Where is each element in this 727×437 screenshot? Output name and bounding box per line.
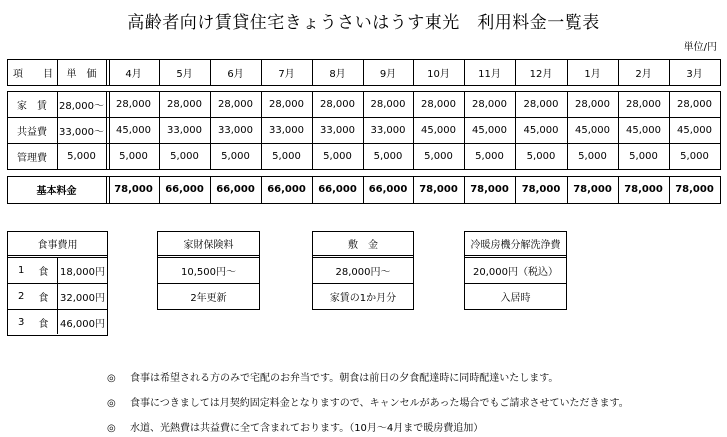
total-value: 66,000 bbox=[368, 184, 408, 195]
deposit-price: 28,000円～ bbox=[335, 267, 391, 278]
row-value: 5,000 bbox=[373, 150, 403, 162]
header-month: 10月 bbox=[427, 68, 450, 80]
header-month: 12月 bbox=[529, 68, 553, 80]
row-value: 28,000 bbox=[116, 98, 151, 110]
row-value: 5,000 bbox=[629, 150, 658, 162]
total-value: 78,000 bbox=[470, 184, 509, 195]
header-month: 5月 bbox=[176, 68, 193, 80]
row-value: 28,000 bbox=[167, 98, 202, 110]
unit-label: 単位/円 bbox=[683, 42, 717, 53]
row-value: 5,000 bbox=[119, 150, 148, 162]
note-item bbox=[107, 369, 558, 384]
row-value: 28,000 bbox=[523, 98, 559, 110]
table-rule bbox=[720, 176, 721, 203]
header-unit-price: 単 価 bbox=[66, 68, 97, 80]
header-month: 2月 bbox=[635, 68, 652, 80]
total-value: 66,000 bbox=[267, 184, 306, 195]
row-value: 28,000 bbox=[626, 98, 661, 110]
row-value: 5,000 bbox=[424, 150, 453, 162]
row-value: 45,000 bbox=[116, 124, 151, 136]
total-value: 78,000 bbox=[675, 184, 714, 195]
header-month: 1月 bbox=[584, 68, 601, 80]
meal-row bbox=[8, 283, 107, 309]
meal-price: 32,000円 bbox=[60, 293, 105, 304]
header-month: 4月 bbox=[125, 68, 142, 80]
row-label: 家 賃 bbox=[17, 100, 47, 112]
meal-count: 2 bbox=[18, 291, 25, 302]
meal-unit: 食 bbox=[38, 318, 49, 330]
row-label: 管理費 bbox=[17, 152, 47, 164]
row-value: 28,000 bbox=[421, 98, 456, 110]
row-value: 45,000 bbox=[626, 124, 661, 136]
row-value: 5,000 bbox=[323, 150, 352, 162]
header-month: 7月 bbox=[278, 68, 295, 80]
note-text: 水道、光熱費は共益費に全て含まれております。（10月～4月まで暖房費追加） bbox=[130, 423, 484, 434]
row-value: 28,000 bbox=[575, 98, 610, 110]
row-value: 5,000 bbox=[475, 150, 504, 162]
row-label: 共益費 bbox=[17, 126, 47, 138]
meal-row bbox=[8, 258, 107, 283]
total-label: 基本料金 bbox=[36, 186, 77, 197]
table-rule bbox=[7, 169, 721, 170]
meal-count: 1 bbox=[18, 265, 25, 276]
row-value: 45,000 bbox=[575, 124, 610, 136]
header-month: 6月 bbox=[227, 68, 244, 80]
total-value: 66,000 bbox=[318, 184, 357, 195]
deposit-title: 敷 金 bbox=[313, 232, 413, 258]
row-value: 28,000 bbox=[269, 98, 304, 110]
row-value: 33,000 bbox=[370, 124, 406, 136]
row-value: 28,000 bbox=[218, 98, 253, 110]
insurance-price: 10,500円～ bbox=[181, 267, 236, 278]
meal-price: 46,000円 bbox=[60, 318, 105, 330]
page-title: 高齢者向け賃貸住宅きょうさいはうす東光 利用料金一覧表 bbox=[127, 13, 600, 33]
row-value: 33,000 bbox=[167, 124, 202, 136]
row-value: 33,000 bbox=[320, 124, 355, 136]
deposit-box bbox=[312, 231, 414, 310]
row-value: 45,000 bbox=[523, 124, 559, 136]
header-month: 11月 bbox=[478, 68, 501, 80]
row-value: 28,000 bbox=[320, 98, 355, 110]
meal-count: 3 bbox=[18, 316, 25, 328]
deposit-note: 家賃の1か月分 bbox=[313, 283, 413, 308]
meal-unit: 食 bbox=[38, 293, 49, 304]
row-unit-price: 28,000～ bbox=[59, 100, 104, 112]
aircon-cleaning-note: 入居時 bbox=[465, 283, 566, 308]
header-month: 9月 bbox=[379, 68, 397, 80]
double-circle-icon: ◎ bbox=[107, 423, 116, 434]
row-value: 5,000 bbox=[170, 150, 199, 162]
header-month: 8月 bbox=[329, 68, 346, 80]
meal-unit: 食 bbox=[38, 267, 49, 278]
row-value: 5,000 bbox=[526, 150, 556, 162]
row-value: 28,000 bbox=[370, 98, 406, 110]
table-rule bbox=[720, 91, 721, 169]
aircon-cleaning-title: 冷暖房機分解洗浄費 bbox=[465, 232, 566, 258]
row-unit-price: 33,000～ bbox=[59, 126, 104, 138]
header-month: 3月 bbox=[686, 68, 703, 80]
double-circle-icon: ◎ bbox=[107, 398, 116, 409]
row-value: 45,000 bbox=[677, 124, 712, 136]
row-value: 28,000 bbox=[472, 98, 507, 110]
row-value: 45,000 bbox=[472, 124, 507, 136]
insurance-note: 2年更新 bbox=[158, 283, 259, 308]
total-value: 78,000 bbox=[521, 184, 561, 195]
row-value: 45,000 bbox=[421, 124, 456, 136]
table-rule bbox=[7, 85, 721, 86]
row-unit-price: 5,000 bbox=[67, 150, 96, 162]
total-value: 78,000 bbox=[419, 184, 458, 195]
total-value: 78,000 bbox=[573, 184, 612, 195]
row-value: 33,000 bbox=[218, 124, 253, 136]
total-value: 66,000 bbox=[165, 184, 204, 195]
row-value: 5,000 bbox=[272, 150, 301, 162]
note-text: 食事は希望される方のみで宅配のお弁当です。朝食は前日の夕食配達時に同時配達いたします。 bbox=[130, 373, 559, 384]
row-value: 5,000 bbox=[680, 150, 709, 162]
double-circle-icon: ◎ bbox=[107, 373, 116, 384]
note-item bbox=[107, 419, 483, 434]
table-rule bbox=[720, 59, 721, 85]
meal-row bbox=[8, 309, 107, 334]
meal-cost-title: 食事費用 bbox=[8, 232, 107, 258]
total-value: 78,000 bbox=[624, 184, 663, 195]
meal-cost-box bbox=[7, 231, 108, 336]
total-value: 66,000 bbox=[216, 184, 255, 195]
row-value: 5,000 bbox=[578, 150, 607, 162]
row-value: 33,000 bbox=[269, 124, 304, 136]
meal-price: 18,000円 bbox=[60, 267, 105, 278]
insurance-box bbox=[157, 231, 260, 310]
table-rule bbox=[7, 203, 721, 204]
note-text: 食事につきましては月契約固定料金となりますので、キャンセルがあった場合でもご請求させていただきます。 bbox=[130, 398, 629, 409]
total-value: 78,000 bbox=[114, 184, 153, 195]
insurance-title: 家財保険料 bbox=[158, 232, 259, 258]
aircon-cleaning-price: 20,000円（税込） bbox=[473, 267, 558, 278]
row-value: 28,000 bbox=[677, 98, 712, 110]
note-item bbox=[107, 394, 629, 409]
aircon-cleaning-box bbox=[464, 231, 567, 310]
header-item: 項 目 bbox=[13, 68, 53, 80]
row-value: 5,000 bbox=[221, 150, 250, 162]
